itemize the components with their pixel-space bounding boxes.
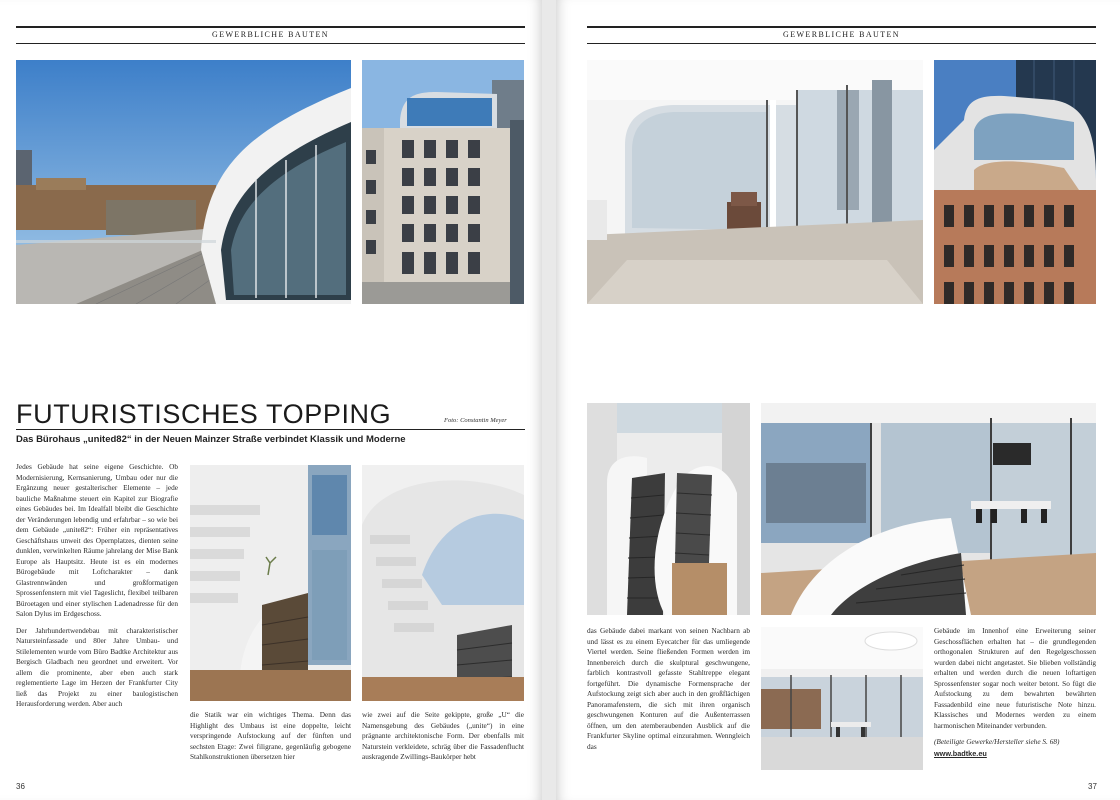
photo-terrace — [16, 60, 351, 304]
photo-stair-from-above — [587, 403, 750, 615]
photo-interior-panorama — [587, 60, 923, 304]
photo-staircase-2 — [362, 465, 524, 701]
paragraph: Jedes Gebäude hat seine eigene Geschichte. Ob Modernisierung, Kernsanierung, Umbau oder nur die Ergänzung neuer gestalterischer Elemente – jede bauliche Maßnahme steuert ein Kapitel zur Biografie eines Gebäudes bei. Im Idealfall bleibt die Geschichte der Veränderungen lebendig und erfahrbar – so wie bei dem Gebäude „unite82“: Früher ein repräsentatives Geschäftshaus unweit des Opernplatzes, dienten seine dunklen, verwinkelten Räume jahrelang der Mise Bank Europe als Hauptsitz. Heute ist es ein modernes Bürogebäude mit Loftcharakter – dank Glastrennwänden und großformatigen Sprossenfenstern mit viel Tageslicht, flexibel teilbaren Büroetagen und einer stylischen Ladenadresse für den Salon Dylus im Erdgeschoss. — [16, 462, 178, 618]
page-number: 37 — [1088, 782, 1097, 791]
photo-facade — [362, 60, 524, 304]
article-column-2 — [190, 710, 351, 782]
photo-credit: Foto: Constantin Meyer — [444, 417, 507, 424]
left-page — [0, 0, 542, 800]
photo-facade-detail — [934, 60, 1096, 304]
article-column-3 — [934, 626, 1096, 782]
headline-rule — [16, 429, 525, 430]
paragraph: die Statik war ein wichtiges Thema. Denn das Highlight des Umbaus ist eine doppelte, leicht verspringende Aufstockung auf der fünften und sechsten Etage: Zwei filigrane, gegenläufig gebogene Stahlkonstruktionen übersetzen hier — [190, 710, 351, 761]
photo-open-office — [761, 627, 923, 770]
section-header: GEWERBLICHE BAUTEN — [587, 26, 1096, 44]
article-column-1 — [16, 462, 178, 780]
photo-office-stair — [761, 403, 1096, 615]
headline: FUTURISTISCHES TOPPING — [16, 399, 392, 429]
website-link[interactable]: www.badtke.eu — [934, 748, 987, 758]
paragraph: das Gebäude dabei markant von seinen Nachbarn ab und lässt es zu einem Eyecatcher für das umliegende Viertel werden. Seine fließenden Formen werden im Innenbereich durch die skulptural geschwungene, farblich kontrastvoll gefasste Stahltreppe elegant fortgeführt. Die dynamische Formensprache der Aufstockung zeigt sich aber auch in den großflächigen Panoramafenstern, die sich mit ihren organisch geschwungenen Konturen auf die Außenterrassen öffnen, um den atemberaubenden Ausblick auf die Frankfurter Skyline optimal einzurahmen. Wenngleich das — [587, 626, 750, 751]
right-page — [556, 0, 1120, 800]
paragraph: Der Jahrhundertwendebau mit charakteristischer Natursteinfassade und 80er Jahre Umbau- und Stilelementen wurde vom Büro Badtke Architektur aus Bergisch Gladbach neu geordnet und erweitert. Vor allem die prominente, aber eben auch stark reglementierte Lage im Herzen der Frankfurter City ließ das Projekt zu einer baulogistischen Herausforderung werden. Aber auch — [16, 625, 178, 708]
paragraph: Gebäude im Innenhof eine Erweiterung seiner Geschossflächen erhalten hat – die grundlegenden orthogonalen Strukturen auf den Regelgeschossen wurden dabei nicht angetastet. Sie blieben vollständig erhalten und werden durch die neuen loftartigen Sprossenfenster sogar noch weiter betont. So fügt die Aufstockung zu dem bewahrten bewährten Fassadenbild eine neue futuristische Note hinzu. Klassisches und Modernes werden zu einem harmonischen Miteinander verbunden. — [934, 626, 1096, 730]
photo-staircase-1 — [190, 465, 351, 701]
paragraph: wie zwei auf die Seite gekippte, große „U“ die Namensgebung des Gebäudes („unite“) in eine prägnante architektonische Form. Der ebenfalls mit Naturstein verkleidete, schräg über die Fassadenflucht auskragende Zwillings-Baukörper hebt — [362, 710, 524, 761]
article-column-3 — [362, 710, 524, 782]
page-number: 36 — [16, 782, 25, 791]
subheadline: Das Bürohaus „united82“ in der Neuen Mainzer Straße verbindet Klassik und Moderne — [16, 434, 406, 445]
suppliers-note: (Beteiligte Gewerke/Hersteller siehe S. 68) — [934, 737, 1060, 746]
section-header: GEWERBLICHE BAUTEN — [16, 26, 525, 44]
article-column-1 — [587, 626, 750, 782]
